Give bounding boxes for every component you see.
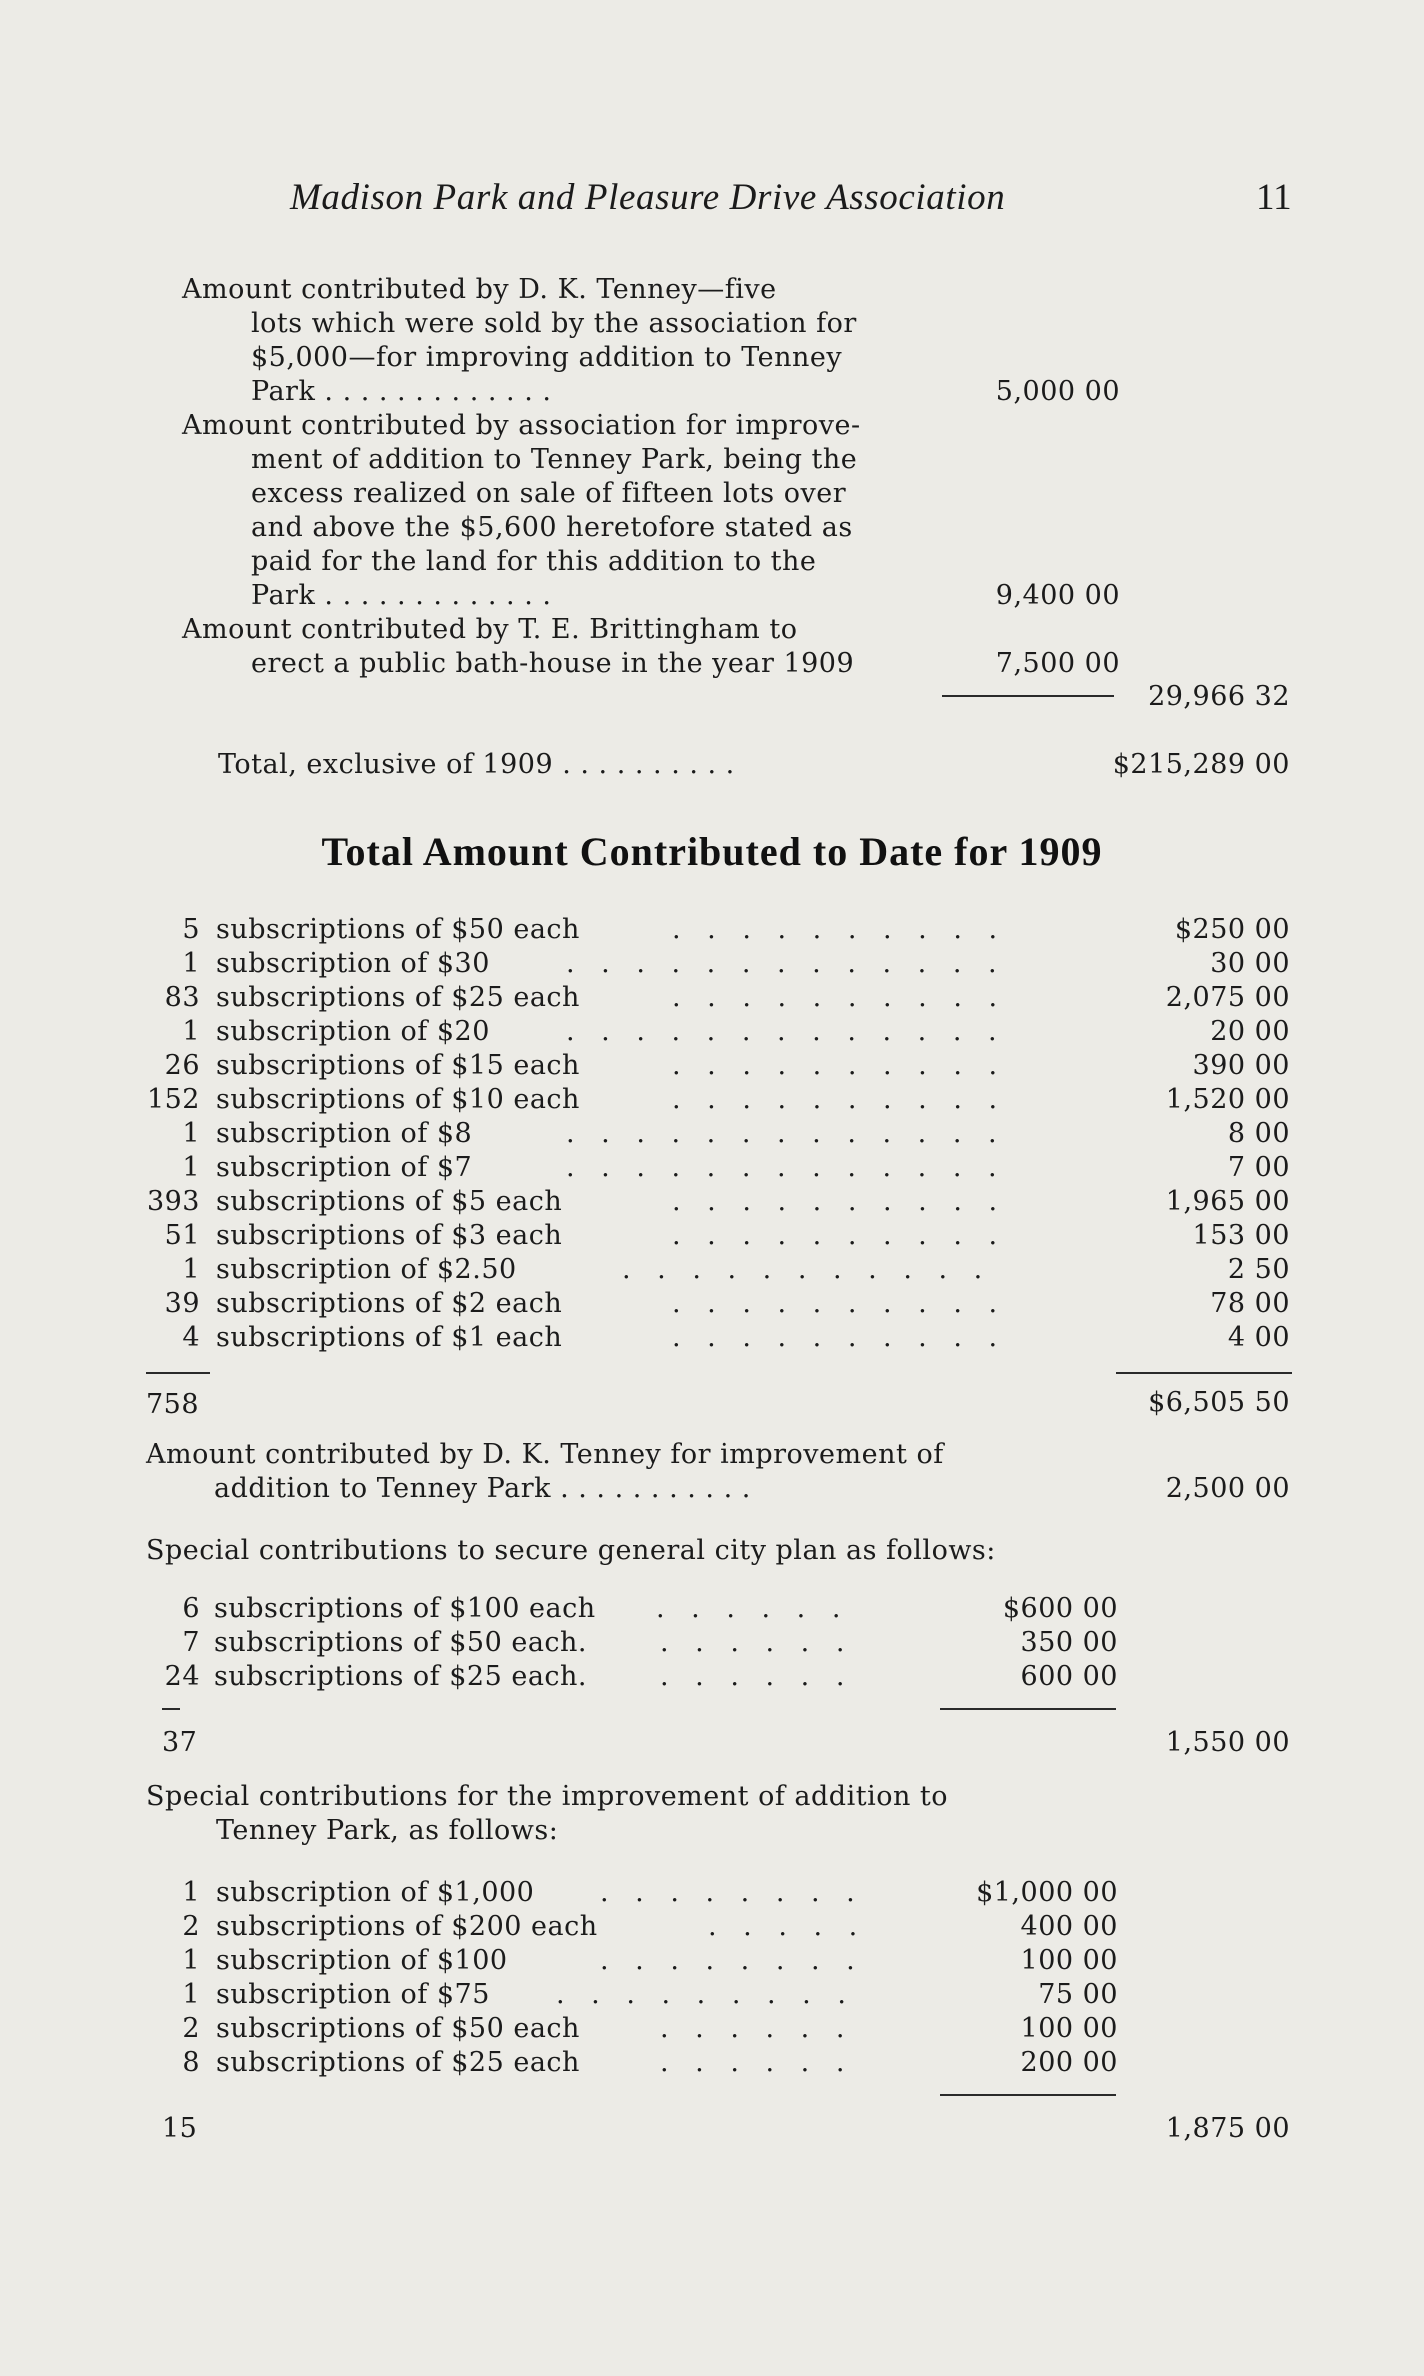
row-count: 7: [182, 1627, 200, 1658]
row-desc: subscriptions of $25 each.: [214, 1661, 588, 1692]
leader-dots: . . . . . . . . . . .: [622, 1254, 992, 1285]
row-amount: 8 00: [1227, 1118, 1290, 1149]
count-total-rule: [162, 1708, 180, 1710]
row-count: 2: [182, 2013, 200, 2044]
row-desc: subscriptions of $15 each: [216, 1050, 580, 1081]
entry-line: excess realized on sale of fifteen lots over: [251, 478, 847, 509]
leader-dots: . . . . . . . . . .: [672, 1186, 1007, 1217]
row-count: 8: [182, 2047, 200, 2078]
row-count: 39: [164, 1288, 200, 1319]
entry-line: Amount contributed by D. K. Tenney—five: [182, 274, 777, 305]
row-desc: subscriptions of $50 each: [216, 2013, 580, 2044]
row-count: 393: [146, 1186, 200, 1217]
section-heading: Total Amount Contributed to Date for 1909: [321, 829, 1103, 874]
row-desc: subscriptions of $10 each: [216, 1084, 580, 1115]
row-amount: $250 00: [1174, 914, 1290, 945]
city-plan-total-count: 37: [162, 1727, 198, 1758]
entry-line: Park . . . . . . . . . . . . .: [251, 580, 552, 611]
amount-total-rule: [940, 2094, 1116, 2096]
row-amount: 75 00: [1038, 1979, 1118, 2010]
row-desc: subscriptions of $50 each.: [214, 1627, 588, 1658]
row-count: 152: [146, 1084, 200, 1115]
row-count: 1: [182, 1118, 200, 1149]
leader-dots: . . . . . . . . . .: [672, 1050, 1007, 1081]
park-heading-line: Tenney Park, as follows:: [216, 1815, 559, 1846]
row-count: 26: [164, 1050, 200, 1081]
row-count: 1: [182, 1877, 200, 1908]
row-amount: 400 00: [1020, 1911, 1118, 1942]
leader-dots: . . . . . . . . . .: [672, 1288, 1007, 1319]
row-count: 51: [164, 1220, 200, 1251]
leader-dots: . . . . . .: [660, 1627, 854, 1658]
amount-total-rule: [940, 1708, 1116, 1710]
tenney-amount: 2,500 00: [1165, 1473, 1290, 1504]
row-desc: subscriptions of $25 each: [216, 982, 580, 1013]
row-count: 1: [182, 1945, 200, 1976]
intro-subtotal: 29,966 32: [1148, 681, 1290, 712]
row-count: 1: [182, 1152, 200, 1183]
tenney-line: Amount contributed by D. K. Tenney for improvement of: [146, 1439, 944, 1470]
row-amount: 100 00: [1020, 1945, 1118, 1976]
park-heading-line: Special contributions for the improvement of addition to: [146, 1781, 949, 1812]
leader-dots: . . . . . . . .: [600, 1877, 864, 1908]
leader-dots: . . . . . . . . . .: [672, 1084, 1007, 1115]
amount-total-rule: [1116, 1372, 1292, 1374]
row-amount: 78 00: [1210, 1288, 1290, 1319]
row-desc: subscriptions of $200 each: [216, 1911, 598, 1942]
subscriptions-total-amount: $6,505 50: [1148, 1387, 1290, 1418]
leader-dots: . . . . .: [708, 1911, 867, 1942]
entry-line: and above the $5,600 heretofore stated as: [251, 512, 853, 543]
row-desc: subscription of $30: [216, 948, 490, 979]
entry-amount: 9,400 00: [995, 580, 1120, 611]
row-desc: subscription of $8: [216, 1118, 473, 1149]
row-desc: subscriptions of $100 each: [214, 1593, 596, 1624]
leader-dots: . . . . . . . . . .: [672, 914, 1007, 945]
row-count: 1: [182, 1979, 200, 2010]
leader-dots: . . . . . . . . . . . . .: [566, 1016, 1006, 1047]
leader-dots: . . . . . .: [660, 2013, 854, 2044]
row-desc: subscriptions of $1 each: [216, 1322, 563, 1353]
row-count: 1: [182, 948, 200, 979]
page-header-title: Madison Park and Pleasure Drive Association: [290, 177, 1006, 218]
row-amount: 350 00: [1020, 1627, 1118, 1658]
row-amount: 1,520 00: [1165, 1084, 1290, 1115]
row-amount: 4 00: [1227, 1322, 1290, 1353]
row-amount: 100 00: [1020, 2013, 1118, 2044]
count-total-rule: [146, 1372, 210, 1374]
row-amount: 1,965 00: [1165, 1186, 1290, 1217]
row-desc: subscription of $2.50: [216, 1254, 517, 1285]
leader-dots: . . . . . . . . . .: [672, 1220, 1007, 1251]
row-amount: $600 00: [1002, 1593, 1118, 1624]
leader-dots: . . . . . .: [656, 1593, 850, 1624]
leader-dots: . . . . . . . . . .: [672, 982, 1007, 1013]
entry-line: erect a public bath-house in the year 1909: [251, 648, 855, 679]
row-desc: subscription of $75: [216, 1979, 490, 2010]
row-count: 1: [182, 1254, 200, 1285]
park-total-count: 15: [162, 2113, 198, 2144]
city-plan-heading: Special contributions to secure general city plan as follows:: [146, 1535, 996, 1566]
grand-total-label: Total, exclusive of 1909 . . . . . . . . . .: [218, 749, 735, 780]
leader-dots: . . . . . . . .: [600, 1945, 864, 1976]
entry-line: lots which were sold by the association for: [251, 308, 857, 339]
grand-total-amount: $215,289 00: [1112, 749, 1290, 780]
row-desc: subscription of $20: [216, 1016, 490, 1047]
row-amount: 7 00: [1227, 1152, 1290, 1183]
row-desc: subscription of $1,000: [216, 1877, 535, 1908]
row-desc: subscriptions of $2 each: [216, 1288, 563, 1319]
row-amount: 390 00: [1192, 1050, 1290, 1081]
entry-line: Amount contributed by T. E. Brittingham to: [182, 614, 798, 645]
entry-line: $5,000—for improving addition to Tenney: [251, 342, 843, 373]
row-amount: 600 00: [1020, 1661, 1118, 1692]
row-amount: 200 00: [1020, 2047, 1118, 2078]
row-amount: 30 00: [1210, 948, 1290, 979]
row-desc: subscription of $100: [216, 1945, 508, 1976]
row-count: 24: [164, 1661, 200, 1692]
entry-amount: 5,000 00: [995, 376, 1120, 407]
leader-dots: . . . . . .: [660, 1661, 854, 1692]
row-count: 6: [182, 1593, 200, 1624]
row-amount: 2,075 00: [1165, 982, 1290, 1013]
leader-dots: . . . . . . . . . . . . .: [566, 1152, 1006, 1183]
park-total: 1,875 00: [1165, 2113, 1290, 2144]
entry-line: Park . . . . . . . . . . . . .: [251, 376, 552, 407]
row-amount: 2 50: [1227, 1254, 1290, 1285]
entry-line: paid for the land for this addition to the: [251, 546, 817, 577]
row-desc: subscriptions of $3 each: [216, 1220, 563, 1251]
row-count: 2: [182, 1911, 200, 1942]
leader-dots: . . . . . . . . . . . . .: [566, 1118, 1006, 1149]
subtotal-rule: [942, 695, 1114, 697]
row-count: 1: [182, 1016, 200, 1047]
row-count: 4: [182, 1322, 200, 1353]
row-desc: subscriptions of $5 each: [216, 1186, 563, 1217]
subscriptions-total-count: 758: [146, 1389, 200, 1420]
row-desc: subscription of $7: [216, 1152, 473, 1183]
row-amount: 20 00: [1210, 1016, 1290, 1047]
row-amount: 153 00: [1192, 1220, 1290, 1251]
entry-amount: 7,500 00: [995, 648, 1120, 679]
row-count: 5: [182, 914, 200, 945]
leader-dots: . . . . . . . . . . . . .: [566, 948, 1006, 979]
leader-dots: . . . . . .: [660, 2047, 854, 2078]
row-amount: $1,000 00: [976, 1877, 1118, 1908]
row-desc: subscriptions of $25 each: [216, 2047, 580, 2078]
city-plan-total: 1,550 00: [1165, 1727, 1290, 1758]
leader-dots: . . . . . . . . .: [556, 1979, 855, 2010]
entry-line: Amount contributed by association for improve-: [182, 410, 861, 441]
row-count: 83: [164, 982, 200, 1013]
entry-line: ment of addition to Tenney Park, being the: [251, 444, 858, 475]
row-desc: subscriptions of $50 each: [216, 914, 580, 945]
tenney-line: addition to Tenney Park . . . . . . . . . . .: [214, 1473, 751, 1504]
page-number: 11: [1256, 177, 1292, 218]
leader-dots: . . . . . . . . . .: [672, 1322, 1007, 1353]
